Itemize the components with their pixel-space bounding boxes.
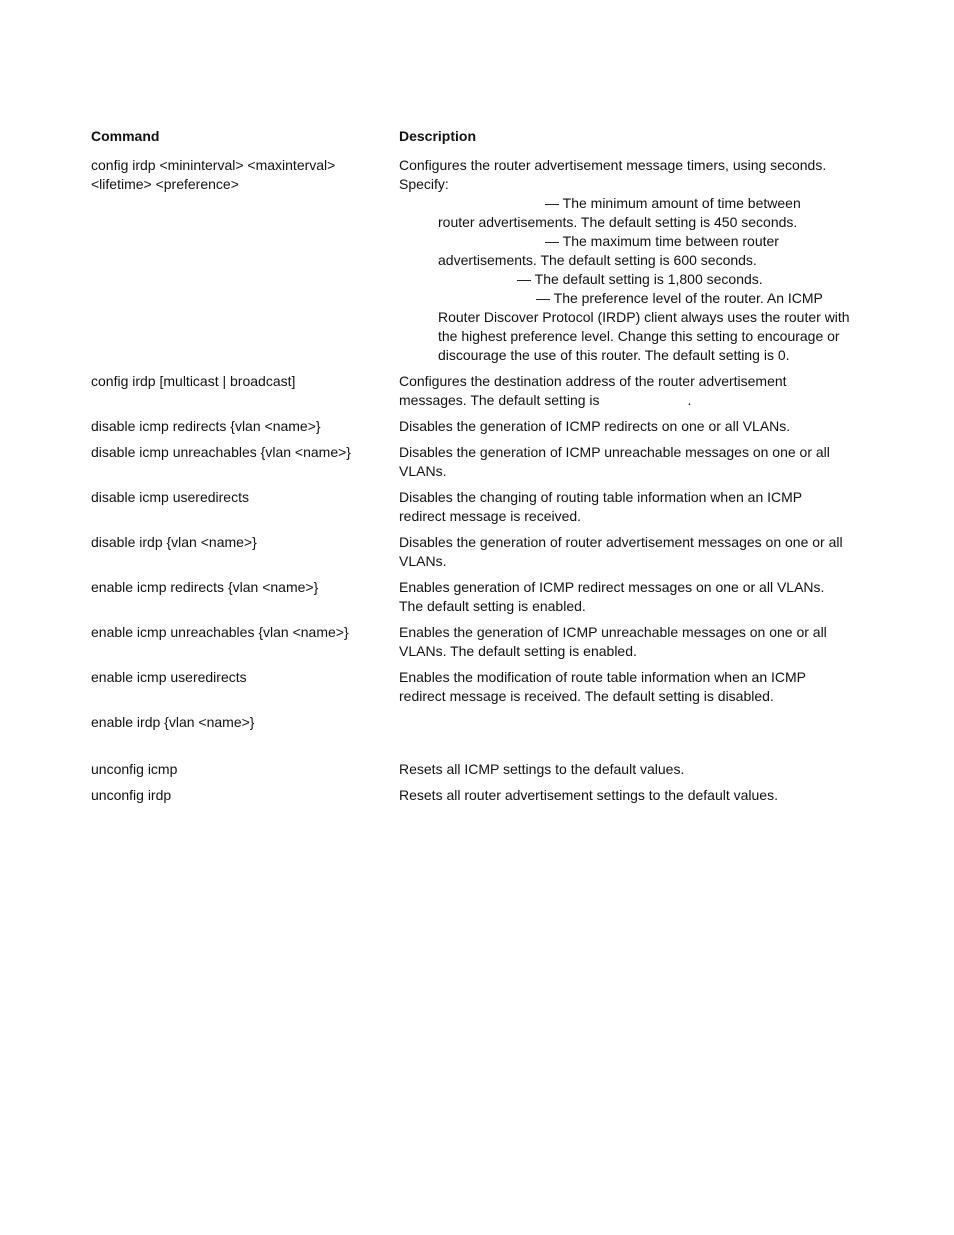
specify-item-text: router advertisements. The default setting is 450 seconds. — [438, 214, 798, 230]
specify-item-lifetime — [438, 270, 851, 289]
table-row — [91, 760, 851, 779]
command-cell: disable icmp unreachables {vlan <name>} — [91, 444, 351, 460]
specify-item-mininterval — [438, 194, 851, 232]
table-row — [91, 578, 851, 616]
command-cell: unconfig irdp — [91, 787, 172, 803]
command-cell: disable icmp redirects {vlan <name>} — [91, 418, 321, 434]
description-cell: Disables the generation of ICMP unreachable messages on one or all VLANs. — [399, 444, 830, 479]
description-cell: Enables the generation of ICMP unreachable messages on one or all VLANs. The default setting is enabled. — [399, 624, 827, 659]
description-cell: Enables the modification of route table information when an ICMP redirect message is received. The default setting is disabled. — [399, 669, 806, 704]
specify-item-maxinterval — [438, 232, 851, 270]
description-column-header: Description — [399, 128, 477, 144]
specify-item-text: — The preference level of the router. An ICMP — [536, 290, 823, 306]
table-row — [91, 668, 851, 706]
specify-item-text: advertisements. The default setting is 600 seconds. — [438, 252, 757, 268]
description-cell — [399, 372, 851, 410]
table-row — [91, 443, 851, 481]
command-table — [91, 127, 851, 812]
command-cell: disable irdp {vlan <name>} — [91, 534, 257, 550]
table-row — [91, 488, 851, 526]
command-cell: enable irdp {vlan <name>} — [91, 714, 255, 730]
command-cell: disable icmp useredirects — [91, 489, 249, 505]
description-cell: Disables the generation of ICMP redirects on one or all VLANs. — [399, 418, 791, 434]
table-row — [91, 156, 851, 365]
specify-item-text: — The maximum time between router — [545, 233, 779, 249]
description-text: Configures the destination address of the router advertisement messages. The default setting is — [399, 373, 787, 408]
specify-list — [399, 194, 851, 365]
table-row — [91, 417, 851, 436]
command-cell: enable icmp redirects {vlan <name>} — [91, 579, 319, 595]
command-cell: config irdp <mininterval> <maxinterval> <lifetime> <preference> — [91, 157, 336, 192]
description-cell — [399, 156, 851, 365]
table-row — [91, 623, 851, 661]
command-cell: unconfig icmp — [91, 761, 178, 777]
description-cell: Enables generation of ICMP redirect messages on one or all VLANs. The default setting is enabled. — [399, 579, 825, 614]
description-cell: Resets all router advertisement settings to the default values. — [399, 787, 778, 803]
command-cell: enable icmp unreachables {vlan <name>} — [91, 624, 349, 640]
table-row — [91, 533, 851, 571]
specify-item-text: — The minimum amount of time between — [545, 195, 801, 211]
description-cell: Resets all ICMP settings to the default values. — [399, 761, 685, 777]
table-row — [91, 713, 851, 753]
table-row — [91, 372, 851, 410]
command-cell: config irdp [multicast | broadcast] — [91, 373, 296, 389]
table-row — [91, 786, 851, 805]
specify-item-preference — [438, 289, 851, 365]
specify-item-text: — The default setting is 1,800 seconds. — [517, 271, 763, 287]
description-cell — [399, 713, 851, 753]
table-header — [91, 127, 851, 146]
description-cell: Disables the generation of router advertisement messages on one or all VLANs. — [399, 534, 843, 569]
description-cell: Disables the changing of routing table information when an ICMP redirect message is received. — [399, 489, 802, 524]
description-text-end: . — [687, 392, 692, 408]
command-cell: enable icmp useredirects — [91, 669, 247, 685]
command-column-header: Command — [91, 128, 160, 144]
description-text: Configures the router advertisement message timers, using seconds. Specify: — [399, 157, 827, 192]
specify-item-text: Router Discover Protocol (IRDP) client always uses the router with the highest preference level. Change this setting to encourage or discourage the use of this router. The default setting is 0. — [438, 309, 850, 363]
